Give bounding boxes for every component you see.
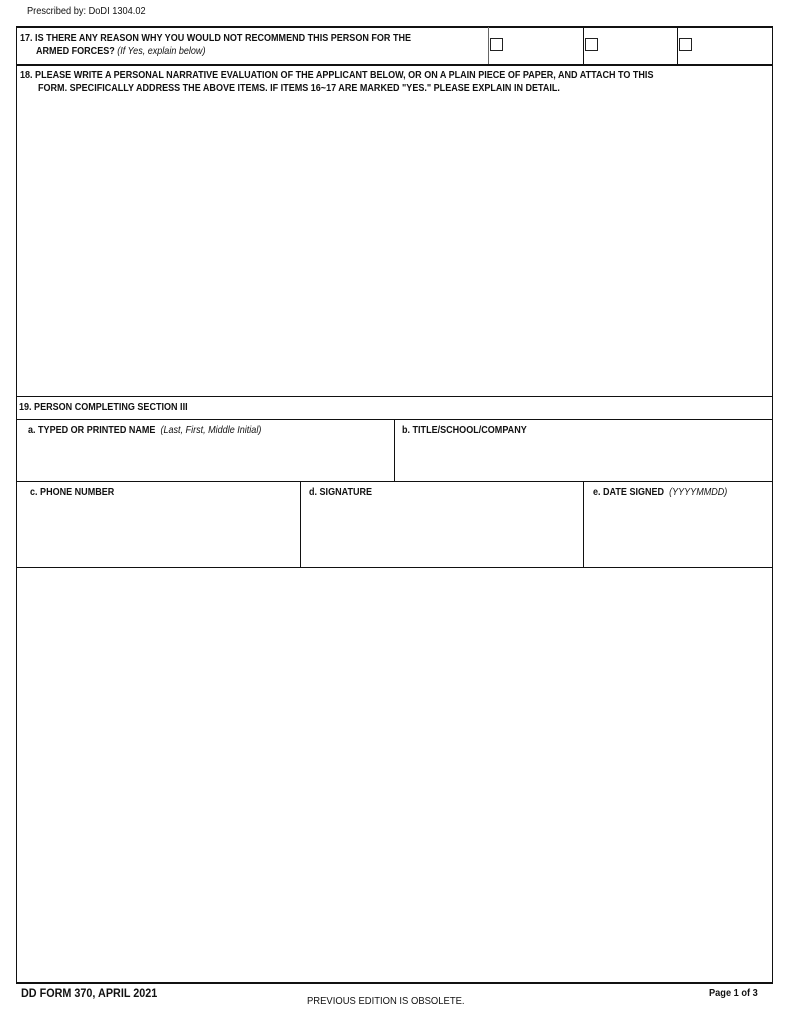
form-id: DD FORM 370, APRIL 2021 <box>21 986 158 1000</box>
phone-number-label: c. PHONE NUMBER <box>30 486 115 498</box>
item-19-title: 19. PERSON COMPLETING SECTION III <box>19 401 188 413</box>
title-school-company-label: b. TITLE/SCHOOL/COMPANY <box>402 424 527 436</box>
title-school-company-field[interactable] <box>396 438 771 480</box>
blank-area <box>18 569 771 981</box>
divider <box>300 481 301 567</box>
item-17-checkbox-3[interactable] <box>679 38 692 51</box>
divider <box>16 481 773 482</box>
item-18-instruction-cont: FORM. SPECIFICALLY ADDRESS THE ABOVE ITEMS. IF ITEMS 16~17 ARE MARKED "YES." PLEASE EXPLAIN IN DETAIL. <box>38 82 560 94</box>
date-format-note: (YYYYMMDD) <box>669 486 728 498</box>
signature-field[interactable] <box>302 500 582 566</box>
date-signed-label <box>593 486 727 499</box>
divider <box>16 567 773 568</box>
divider <box>583 481 584 567</box>
divider <box>16 396 773 397</box>
item-17-note: (If Yes, explain below) <box>117 45 206 57</box>
divider <box>16 64 773 66</box>
divider <box>677 27 678 64</box>
item-17-line2: ARMED FORCES? <box>36 45 115 57</box>
name-label <box>28 424 261 437</box>
item-17-checkbox-2[interactable] <box>585 38 598 51</box>
phone-number-field[interactable] <box>18 500 299 566</box>
name-note: (Last, First, Middle Initial) <box>160 424 262 436</box>
date-signed-label-text: e. DATE SIGNED <box>593 486 665 498</box>
name-label-text: a. TYPED OR PRINTED NAME <box>28 424 156 436</box>
date-signed-field[interactable] <box>585 500 771 566</box>
item-17-question-cont <box>36 45 205 58</box>
item-17-checkbox-1[interactable] <box>490 38 503 51</box>
typed-name-field[interactable] <box>18 438 393 480</box>
edition-notice: PREVIOUS EDITION IS OBSOLETE. <box>307 995 465 1007</box>
divider <box>488 27 489 64</box>
divider <box>583 27 584 64</box>
page-number: Page 1 of 3 <box>709 987 758 999</box>
narrative-evaluation-field[interactable] <box>18 98 771 394</box>
item-18-instruction: 18. PLEASE WRITE A PERSONAL NARRATIVE EVALUATION OF THE APPLICANT BELOW, OR ON A PLAIN PIECE OF PAPER, AND ATTACH TO THIS <box>20 69 654 81</box>
signature-label: d. SIGNATURE <box>309 486 373 498</box>
item-17-question: 17. IS THERE ANY REASON WHY YOU WOULD NOT RECOMMEND THIS PERSON FOR THE <box>20 32 412 44</box>
prescribed-by: Prescribed by: DoDI 1304.02 <box>27 5 146 17</box>
divider <box>394 419 395 481</box>
